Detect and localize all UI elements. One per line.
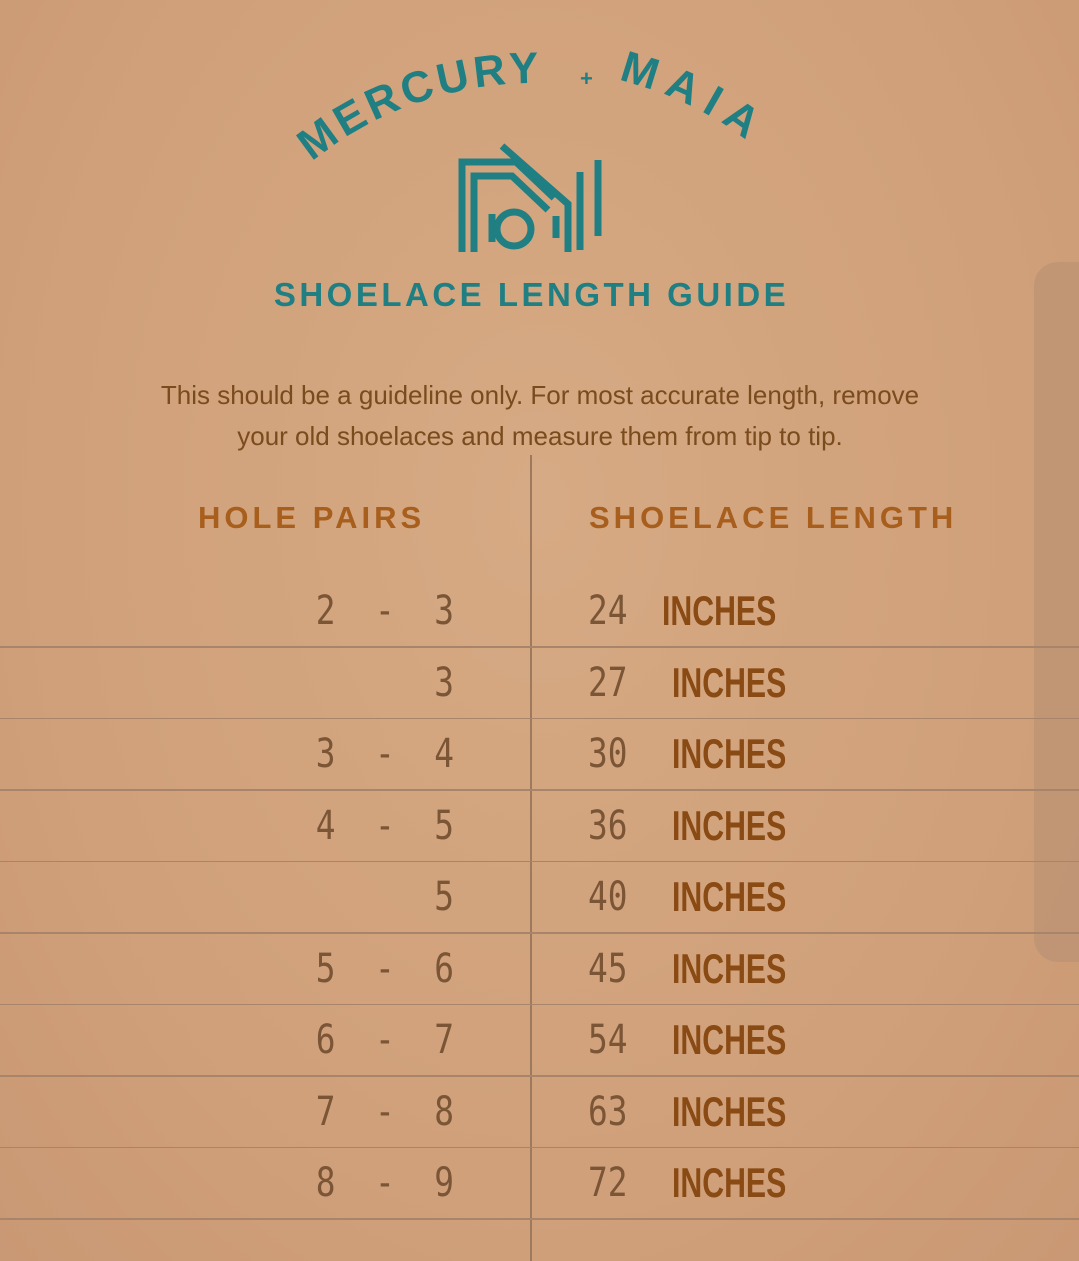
table-cell-length-unit: INCHES <box>672 873 787 920</box>
table-cell-length-value: 45 <box>588 945 628 992</box>
table-cell-hole-pairs: 2 - 3 <box>315 588 454 634</box>
table-cell-length-value: 27 <box>588 659 628 706</box>
table-row-divider <box>0 1147 1079 1149</box>
table-row-divider <box>0 1004 1079 1006</box>
page-title: SHOELACE LENGTH GUIDE <box>273 276 790 313</box>
brand-right-word: MAIA <box>615 41 777 154</box>
header-shoelace-length: SHOELACE LENGTH <box>589 500 958 535</box>
header-hole-pairs: HOLE PAIRS <box>198 500 426 535</box>
table-row-divider <box>0 1218 1079 1220</box>
brand-plus: + <box>580 66 593 91</box>
intro-line-1: This should be a guideline only. For most accurate length, remove <box>160 380 920 410</box>
table-row-divider <box>0 789 1079 791</box>
brand-left-word: MERCURY <box>288 43 543 170</box>
intro-line-2: your old shoelaces and measure them from tip to tip. <box>237 421 843 451</box>
table-cell-length-unit: INCHES <box>672 1159 787 1206</box>
table-cell-length-value: 54 <box>588 1017 628 1063</box>
table-cell-length-unit: INCHES <box>672 944 787 992</box>
table-cell-hole-pairs: 3 <box>434 659 454 706</box>
table-cell-length-value: 63 <box>588 1088 628 1135</box>
table-cell-length-unit: INCHES <box>672 658 787 706</box>
table-cell-hole-pairs: 5 - 6 <box>315 945 454 992</box>
mercury-maia-logo-icon <box>456 142 608 256</box>
table-cell-hole-pairs: 3 - 4 <box>315 731 454 777</box>
column-divider <box>530 455 532 1261</box>
table-cell-hole-pairs: 8 - 9 <box>315 1160 454 1206</box>
table-row-divider <box>0 861 1079 863</box>
table-cell-hole-pairs: 5 <box>434 874 454 920</box>
table-row-divider <box>0 1075 1079 1077</box>
table-row-divider <box>0 718 1079 720</box>
table-cell-length-value: 40 <box>588 874 628 920</box>
table-cell-length-value: 36 <box>588 802 628 849</box>
table-cell-length-value: 72 <box>588 1160 628 1206</box>
side-scroll-tab[interactable] <box>1034 262 1079 962</box>
table-cell-hole-pairs: 4 - 5 <box>315 802 454 849</box>
table-cell-length-unit: INCHES <box>672 730 787 777</box>
table-cell-length-unit: INCHES <box>672 801 787 849</box>
table-cell-hole-pairs: 7 - 8 <box>315 1088 454 1135</box>
table-row-divider <box>0 932 1079 934</box>
table-cell-hole-pairs: 6 - 7 <box>315 1017 454 1063</box>
intro-text <box>20 375 1060 457</box>
table-cell-length-unit: INCHES <box>672 1087 787 1135</box>
table-cell-length-value: 30 <box>588 731 628 777</box>
table-cell-length-unit: INCHES <box>662 587 777 634</box>
table-cell-length-unit: INCHES <box>672 1016 787 1063</box>
table-cell-length-value: 24 <box>588 588 628 634</box>
table-row-divider <box>0 646 1079 648</box>
